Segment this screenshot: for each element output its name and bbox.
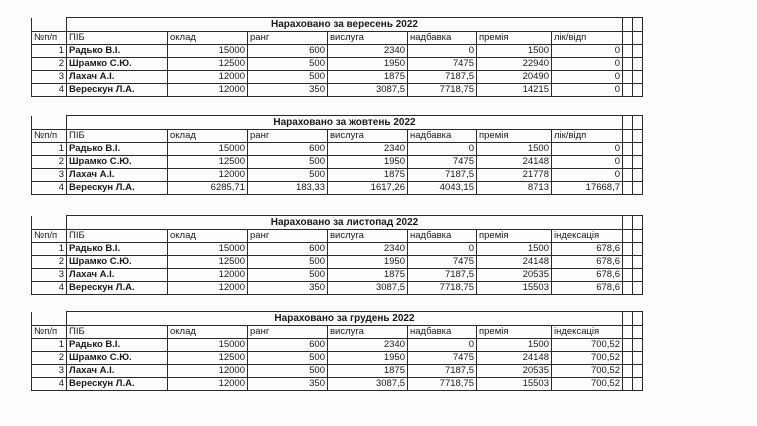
- employee-name: Лахач А.І.: [67, 169, 168, 182]
- employee-name: Радько В.І.: [67, 339, 168, 352]
- table-row: [32, 378, 643, 391]
- column-header: ПІБ: [67, 230, 168, 243]
- row-number: 1: [32, 339, 67, 352]
- empty-cell: [623, 216, 633, 230]
- amount-cell: 12000: [168, 169, 248, 182]
- amount-cell: 0: [552, 71, 623, 84]
- empty-cell: [633, 32, 643, 45]
- table-header-row: [32, 326, 643, 339]
- empty-cell: [633, 182, 643, 195]
- row-number: 4: [32, 282, 67, 295]
- amount-cell: 3087,5: [328, 378, 408, 391]
- amount-cell: 7187,5: [408, 269, 477, 282]
- amount-cell: 678,6: [552, 256, 623, 269]
- column-header: премія: [477, 32, 552, 45]
- empty-cell: [623, 378, 633, 391]
- payroll-table-november: [31, 215, 643, 295]
- empty-cell: [633, 71, 643, 84]
- table-header-row: [32, 130, 643, 143]
- row-number: 4: [32, 378, 67, 391]
- empty-cell: [623, 365, 633, 378]
- column-header: вислуга: [328, 230, 408, 243]
- amount-cell: 1500: [477, 143, 552, 156]
- table-row: [32, 282, 643, 295]
- amount-cell: 500: [248, 352, 328, 365]
- amount-cell: 20490: [477, 71, 552, 84]
- empty-cell: [623, 143, 633, 156]
- column-header: індексація: [552, 230, 623, 243]
- table-row: [32, 243, 643, 256]
- amount-cell: 500: [248, 269, 328, 282]
- table-title-row: [32, 18, 643, 32]
- amount-cell: 7187,5: [408, 169, 477, 182]
- amount-cell: 12000: [168, 378, 248, 391]
- empty-cell: [633, 143, 643, 156]
- column-header: премія: [477, 326, 552, 339]
- empty-cell: [633, 269, 643, 282]
- table-row: [32, 169, 643, 182]
- table-title: Нараховано за листопад 2022: [67, 216, 623, 230]
- amount-cell: 2340: [328, 45, 408, 58]
- empty-cell: [32, 18, 67, 32]
- amount-cell: 600: [248, 45, 328, 58]
- column-header: премія: [477, 130, 552, 143]
- amount-cell: 7187,5: [408, 365, 477, 378]
- table-row: [32, 58, 643, 71]
- amount-cell: 3087,5: [328, 84, 408, 97]
- amount-cell: 24148: [477, 156, 552, 169]
- table-title-row: [32, 216, 643, 230]
- amount-cell: 7475: [408, 256, 477, 269]
- amount-cell: 2340: [328, 243, 408, 256]
- row-number: 3: [32, 269, 67, 282]
- amount-cell: 7475: [408, 58, 477, 71]
- employee-name: Верескун Л.А.: [67, 282, 168, 295]
- employee-name: Лахач А.І.: [67, 365, 168, 378]
- column-header: лік/відп: [552, 32, 623, 45]
- amount-cell: 500: [248, 71, 328, 84]
- table-row: [32, 84, 643, 97]
- amount-cell: 1950: [328, 256, 408, 269]
- amount-cell: 1875: [328, 71, 408, 84]
- amount-cell: 12500: [168, 352, 248, 365]
- table-row: [32, 339, 643, 352]
- empty-cell: [623, 169, 633, 182]
- empty-cell: [633, 169, 643, 182]
- amount-cell: 0: [552, 169, 623, 182]
- amount-cell: 24148: [477, 352, 552, 365]
- column-header: №п/п: [32, 326, 67, 339]
- amount-cell: 4043,15: [408, 182, 477, 195]
- empty-cell: [633, 282, 643, 295]
- amount-cell: 15000: [168, 339, 248, 352]
- column-header: №п/п: [32, 32, 67, 45]
- empty-cell: [623, 269, 633, 282]
- column-header: ранг: [248, 32, 328, 45]
- table-row: [32, 352, 643, 365]
- amount-cell: 600: [248, 143, 328, 156]
- empty-cell: [633, 378, 643, 391]
- empty-cell: [32, 312, 67, 326]
- table-row: [32, 269, 643, 282]
- empty-cell: [633, 312, 643, 326]
- empty-cell: [633, 352, 643, 365]
- amount-cell: 1950: [328, 58, 408, 71]
- amount-cell: 500: [248, 58, 328, 71]
- amount-cell: 12000: [168, 269, 248, 282]
- employee-name: Радько В.І.: [67, 143, 168, 156]
- amount-cell: 350: [248, 84, 328, 97]
- table-header-row: [32, 230, 643, 243]
- payroll-table-december: [31, 311, 643, 391]
- row-number: 2: [32, 156, 67, 169]
- amount-cell: 0: [408, 243, 477, 256]
- amount-cell: 0: [552, 58, 623, 71]
- amount-cell: 15000: [168, 45, 248, 58]
- row-number: 2: [32, 58, 67, 71]
- empty-cell: [623, 312, 633, 326]
- column-header: ПІБ: [67, 326, 168, 339]
- table-row: [32, 365, 643, 378]
- amount-cell: 0: [408, 339, 477, 352]
- amount-cell: 0: [408, 45, 477, 58]
- empty-cell: [633, 326, 643, 339]
- column-header: ПІБ: [67, 32, 168, 45]
- employee-name: Шрамко С.Ю.: [67, 58, 168, 71]
- amount-cell: 1500: [477, 45, 552, 58]
- table-row: [32, 143, 643, 156]
- empty-cell: [623, 182, 633, 195]
- amount-cell: 2340: [328, 339, 408, 352]
- empty-cell: [623, 116, 633, 130]
- amount-cell: 22940: [477, 58, 552, 71]
- amount-cell: 500: [248, 365, 328, 378]
- employee-name: Шрамко С.Ю.: [67, 156, 168, 169]
- amount-cell: 0: [408, 143, 477, 156]
- employee-name: Радько В.І.: [67, 45, 168, 58]
- row-number: 1: [32, 243, 67, 256]
- amount-cell: 183,33: [248, 182, 328, 195]
- empty-cell: [623, 352, 633, 365]
- empty-cell: [633, 116, 643, 130]
- amount-cell: 1617,26: [328, 182, 408, 195]
- row-number: 4: [32, 182, 67, 195]
- empty-cell: [633, 156, 643, 169]
- column-header: надбавка: [408, 130, 477, 143]
- amount-cell: 3087,5: [328, 282, 408, 295]
- amount-cell: 0: [552, 156, 623, 169]
- row-number: 2: [32, 352, 67, 365]
- row-number: 3: [32, 365, 67, 378]
- amount-cell: 7475: [408, 352, 477, 365]
- column-header: оклад: [168, 230, 248, 243]
- amount-cell: 7475: [408, 156, 477, 169]
- column-header: ранг: [248, 326, 328, 339]
- column-header: №п/п: [32, 230, 67, 243]
- table-title: Нараховано за вересень 2022: [67, 18, 623, 32]
- amount-cell: 700,52: [552, 365, 623, 378]
- employee-name: Шрамко С.Ю.: [67, 352, 168, 365]
- empty-cell: [623, 18, 633, 32]
- amount-cell: 0: [552, 45, 623, 58]
- row-number: 3: [32, 169, 67, 182]
- employee-name: Верескун Л.А.: [67, 182, 168, 195]
- empty-cell: [623, 32, 633, 45]
- amount-cell: 17668,7: [552, 182, 623, 195]
- table-row: [32, 71, 643, 84]
- empty-cell: [633, 130, 643, 143]
- amount-cell: 15503: [477, 378, 552, 391]
- amount-cell: 24148: [477, 256, 552, 269]
- amount-cell: 2340: [328, 143, 408, 156]
- employee-name: Радько В.І.: [67, 243, 168, 256]
- amount-cell: 15000: [168, 143, 248, 156]
- empty-cell: [633, 365, 643, 378]
- row-number: 4: [32, 84, 67, 97]
- row-number: 1: [32, 45, 67, 58]
- payroll-table-september: [31, 17, 643, 97]
- column-header: лік/відп: [552, 130, 623, 143]
- table-title: Нараховано за жовтень 2022: [67, 116, 623, 130]
- column-header: премія: [477, 230, 552, 243]
- amount-cell: 0: [552, 84, 623, 97]
- employee-name: Лахач А.І.: [67, 269, 168, 282]
- table-row: [32, 45, 643, 58]
- table-row: [32, 256, 643, 269]
- empty-cell: [623, 71, 633, 84]
- amount-cell: 600: [248, 243, 328, 256]
- amount-cell: 7187,5: [408, 71, 477, 84]
- amount-cell: 700,52: [552, 339, 623, 352]
- amount-cell: 15000: [168, 243, 248, 256]
- amount-cell: 7718,75: [408, 84, 477, 97]
- empty-cell: [623, 58, 633, 71]
- amount-cell: 700,52: [552, 378, 623, 391]
- amount-cell: 500: [248, 156, 328, 169]
- empty-cell: [623, 326, 633, 339]
- empty-cell: [623, 130, 633, 143]
- amount-cell: 12000: [168, 365, 248, 378]
- empty-cell: [633, 18, 643, 32]
- amount-cell: 1950: [328, 156, 408, 169]
- empty-cell: [32, 216, 67, 230]
- empty-cell: [633, 256, 643, 269]
- empty-cell: [623, 230, 633, 243]
- empty-cell: [633, 339, 643, 352]
- amount-cell: 1950: [328, 352, 408, 365]
- column-header: ранг: [248, 230, 328, 243]
- empty-cell: [623, 256, 633, 269]
- amount-cell: 500: [248, 256, 328, 269]
- amount-cell: 20535: [477, 269, 552, 282]
- amount-cell: 1500: [477, 243, 552, 256]
- amount-cell: 350: [248, 378, 328, 391]
- column-header: ранг: [248, 130, 328, 143]
- column-header: вислуга: [328, 32, 408, 45]
- amount-cell: 14215: [477, 84, 552, 97]
- amount-cell: 21778: [477, 169, 552, 182]
- amount-cell: 15503: [477, 282, 552, 295]
- amount-cell: 1875: [328, 169, 408, 182]
- amount-cell: 500: [248, 169, 328, 182]
- amount-cell: 12500: [168, 58, 248, 71]
- empty-cell: [623, 45, 633, 58]
- amount-cell: 0: [552, 143, 623, 156]
- empty-cell: [623, 339, 633, 352]
- amount-cell: 7718,75: [408, 378, 477, 391]
- column-header: вислуга: [328, 130, 408, 143]
- column-header: надбавка: [408, 32, 477, 45]
- empty-cell: [633, 58, 643, 71]
- amount-cell: 8713: [477, 182, 552, 195]
- column-header: індексація: [552, 326, 623, 339]
- amount-cell: 20535: [477, 365, 552, 378]
- row-number: 1: [32, 143, 67, 156]
- empty-cell: [633, 216, 643, 230]
- amount-cell: 1500: [477, 339, 552, 352]
- amount-cell: 12000: [168, 84, 248, 97]
- employee-name: Верескун Л.А.: [67, 378, 168, 391]
- column-header: надбавка: [408, 326, 477, 339]
- column-header: вислуга: [328, 326, 408, 339]
- empty-cell: [633, 230, 643, 243]
- row-number: 2: [32, 256, 67, 269]
- table-header-row: [32, 32, 643, 45]
- amount-cell: 678,6: [552, 243, 623, 256]
- amount-cell: 7718,75: [408, 282, 477, 295]
- empty-cell: [633, 243, 643, 256]
- payroll-table-october: [31, 115, 643, 195]
- empty-cell: [623, 156, 633, 169]
- amount-cell: 12000: [168, 282, 248, 295]
- column-header: оклад: [168, 130, 248, 143]
- empty-cell: [633, 84, 643, 97]
- table-title: Нараховано за грудень 2022: [67, 312, 623, 326]
- employee-name: Шрамко С.Ю.: [67, 256, 168, 269]
- amount-cell: 1875: [328, 365, 408, 378]
- amount-cell: 12500: [168, 156, 248, 169]
- amount-cell: 12500: [168, 256, 248, 269]
- column-header: оклад: [168, 326, 248, 339]
- amount-cell: 678,6: [552, 269, 623, 282]
- empty-cell: [32, 116, 67, 130]
- table-title-row: [32, 312, 643, 326]
- amount-cell: 678,6: [552, 282, 623, 295]
- table-row: [32, 156, 643, 169]
- column-header: ПІБ: [67, 130, 168, 143]
- employee-name: Верескун Л.А.: [67, 84, 168, 97]
- employee-name: Лахач А.І.: [67, 71, 168, 84]
- row-number: 3: [32, 71, 67, 84]
- empty-cell: [623, 84, 633, 97]
- amount-cell: 1875: [328, 269, 408, 282]
- table-title-row: [32, 116, 643, 130]
- column-header: №п/п: [32, 130, 67, 143]
- amount-cell: 12000: [168, 71, 248, 84]
- empty-cell: [623, 282, 633, 295]
- amount-cell: 700,52: [552, 352, 623, 365]
- amount-cell: 350: [248, 282, 328, 295]
- amount-cell: 600: [248, 339, 328, 352]
- empty-cell: [623, 243, 633, 256]
- empty-cell: [633, 45, 643, 58]
- amount-cell: 6285,71: [168, 182, 248, 195]
- column-header: оклад: [168, 32, 248, 45]
- column-header: надбавка: [408, 230, 477, 243]
- table-row: [32, 182, 643, 195]
